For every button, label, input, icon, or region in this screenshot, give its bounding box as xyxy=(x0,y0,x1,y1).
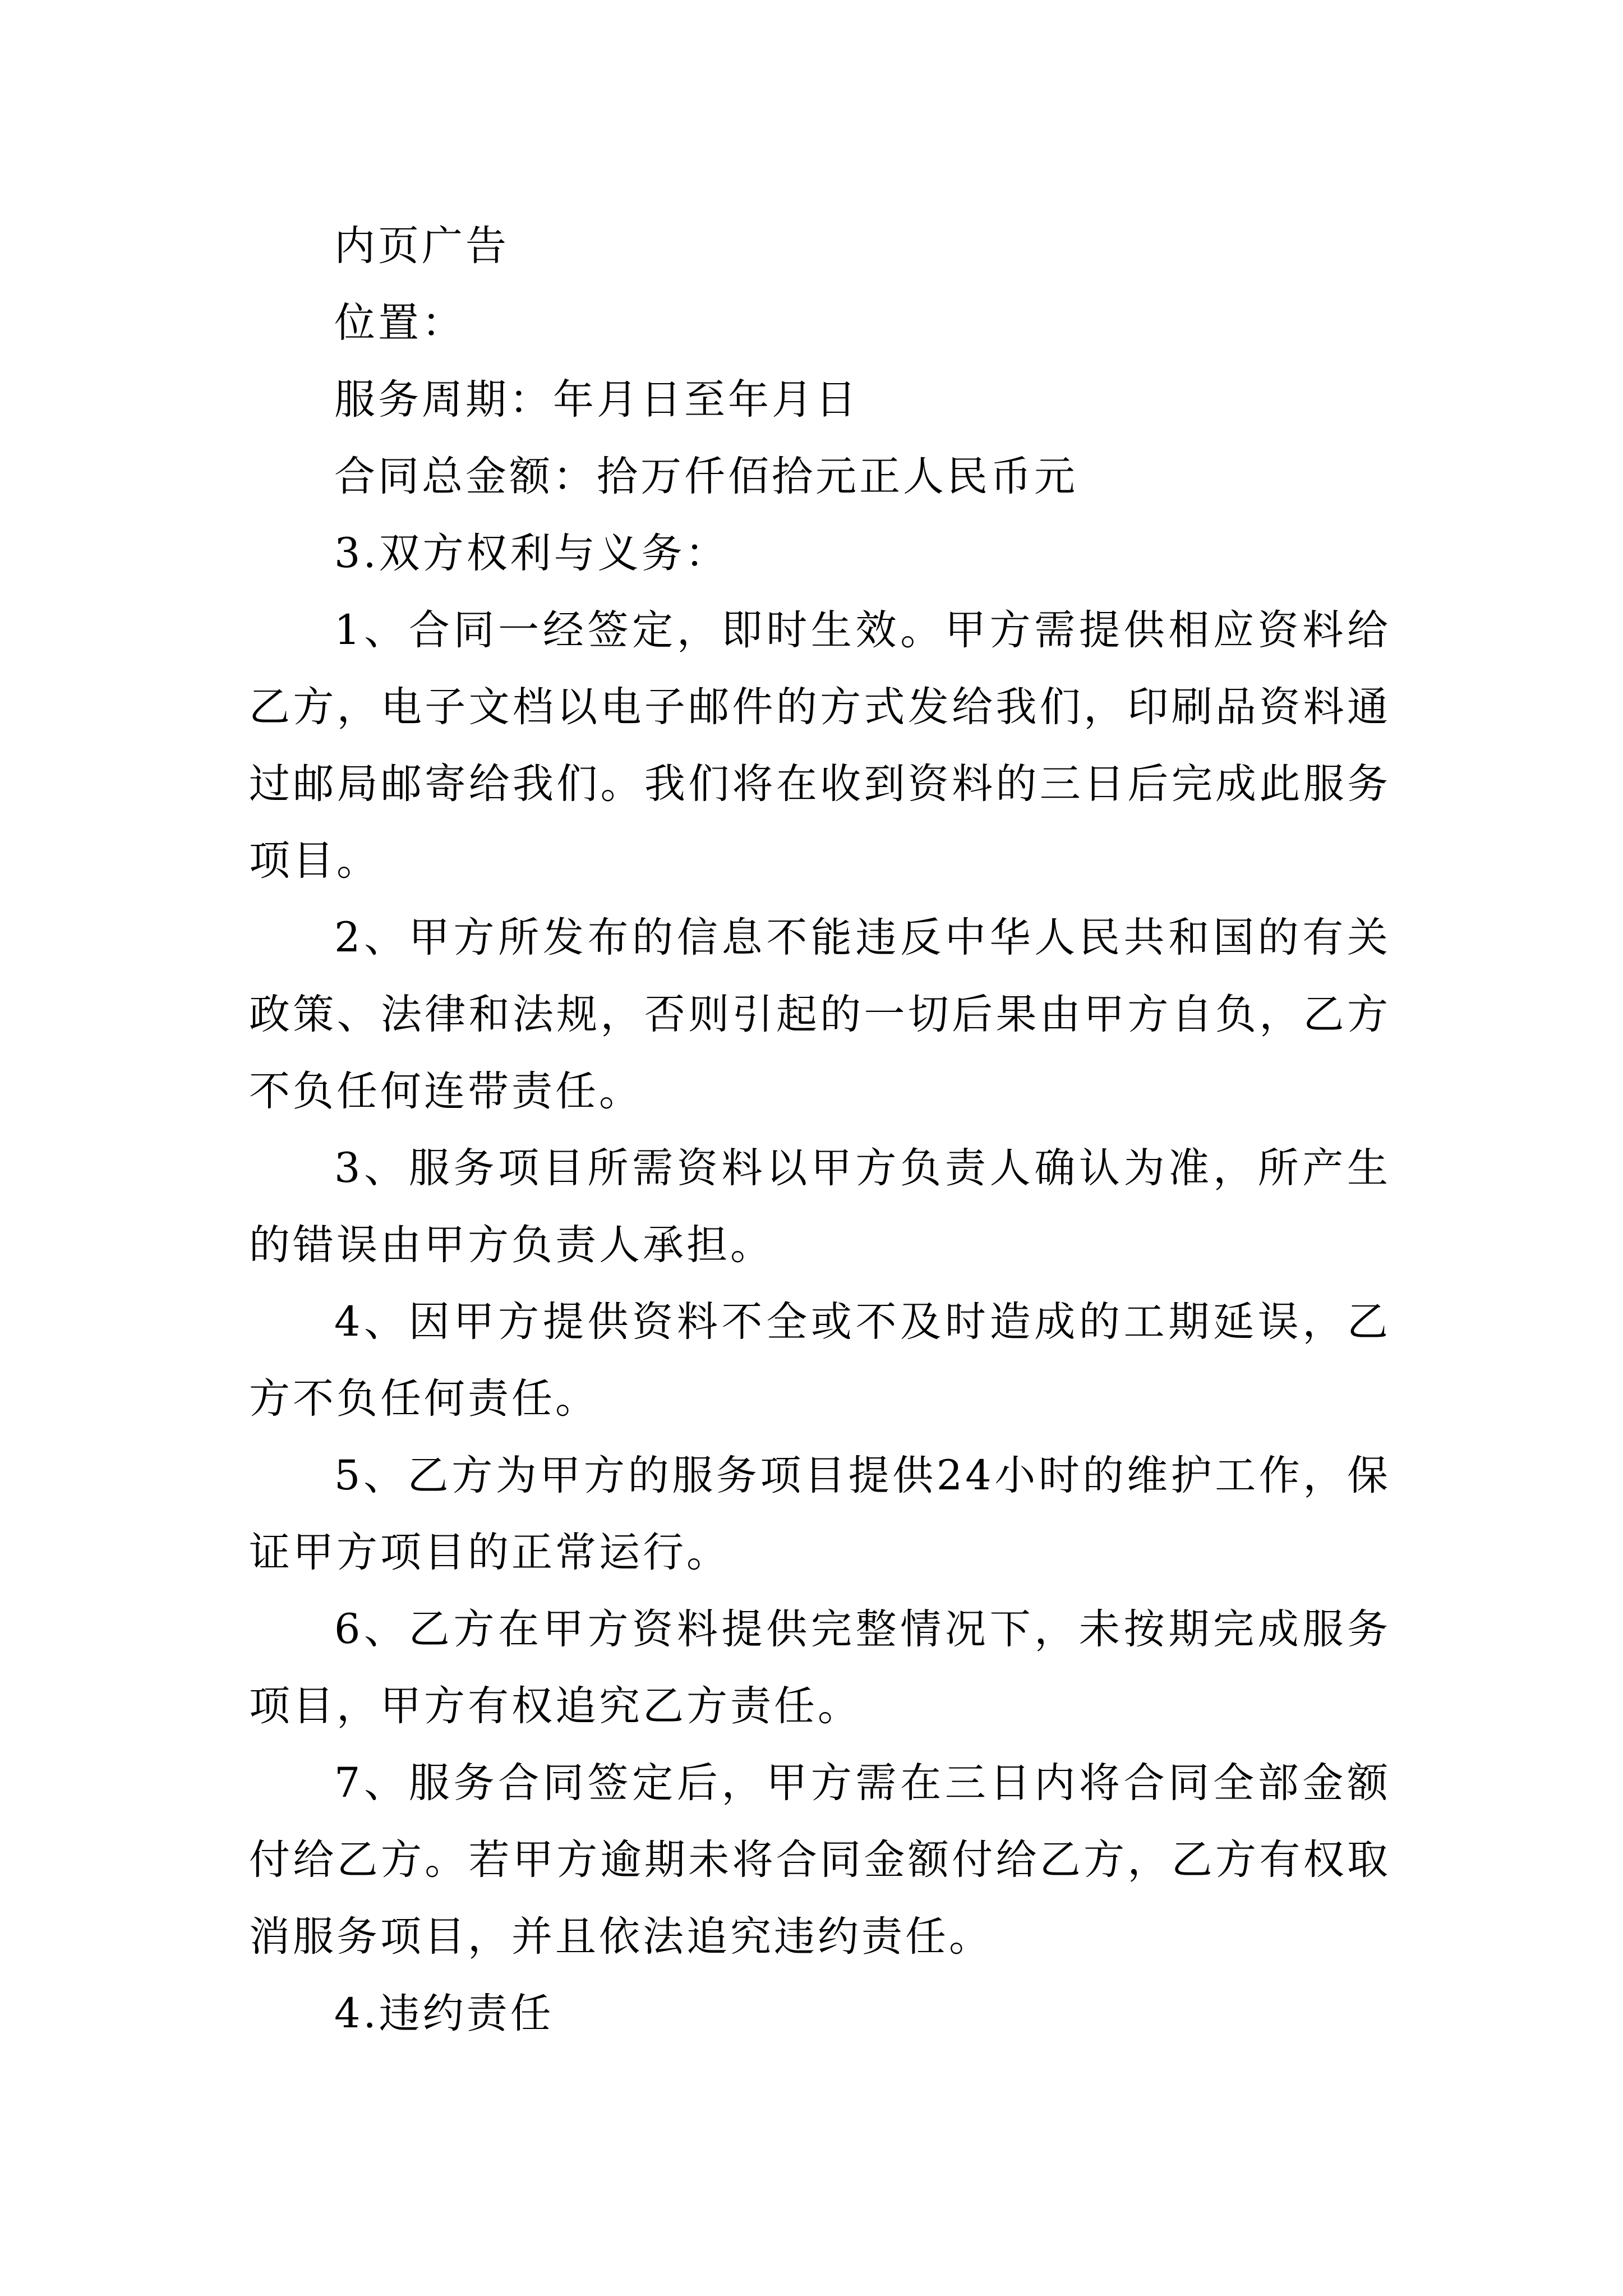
document-body xyxy=(249,208,1391,2052)
text-line: 5、乙方为甲方的服务项目提供24小时的维护工作，保 xyxy=(334,1452,1391,1499)
text-line: 消服务项目，并且依法追究违约责任。 xyxy=(249,1913,993,1961)
text-line: 服务周期：年月日至年月日 xyxy=(334,376,859,424)
text-line: 2、甲方所发布的信息不能违反中华人民共和国的有关 xyxy=(334,914,1391,961)
text-line: 过邮局邮寄给我们。我们将在收到资料的三日后完成此服务 xyxy=(249,760,1391,808)
text-line: 证甲方项目的正常运行。 xyxy=(249,1529,730,1576)
text-line: 政策、法律和法规，否则引起的一切后果由甲方自负，乙方 xyxy=(249,991,1391,1038)
text-line: 4、因甲方提供资料不全或不及时造成的工期延误，乙 xyxy=(334,1298,1391,1346)
text-line: 的错误由甲方负责人承担。 xyxy=(249,1221,774,1269)
text-line: 项目，甲方有权追究乙方责任。 xyxy=(249,1682,861,1730)
text-line: 乙方，电子文档以电子邮件的方式发给我们，印刷品资料通 xyxy=(249,683,1391,731)
text-line: 1、合同一经签定，即时生效。甲方需提供相应资料给 xyxy=(334,606,1391,654)
text-line: 合同总金额：拾万仟佰拾元正人民币元 xyxy=(334,453,1078,500)
text-line: 3、服务项目所需资料以甲方负责人确认为准，所产生 xyxy=(334,1144,1391,1192)
text-line: 4.违约责任 xyxy=(334,1990,554,2037)
text-line: 方不负任何责任。 xyxy=(249,1375,599,1423)
text-line: 6、乙方在甲方资料提供完整情况下，未按期完成服务 xyxy=(334,1605,1391,1653)
text-line: 不负任何连带责任。 xyxy=(249,1068,643,1115)
text-line: 付给乙方。若甲方逾期未将合同金额付给乙方，乙方有权取 xyxy=(249,1836,1391,1884)
text-line: 位置： xyxy=(334,299,465,347)
text-line: 项目。 xyxy=(249,837,380,885)
text-line: 内页广告 xyxy=(334,222,509,270)
text-line: 7、服务合同签定后，甲方需在三日内将合同全部金额 xyxy=(334,1759,1391,1807)
text-line: 3.双方权利与义务： xyxy=(334,530,729,577)
